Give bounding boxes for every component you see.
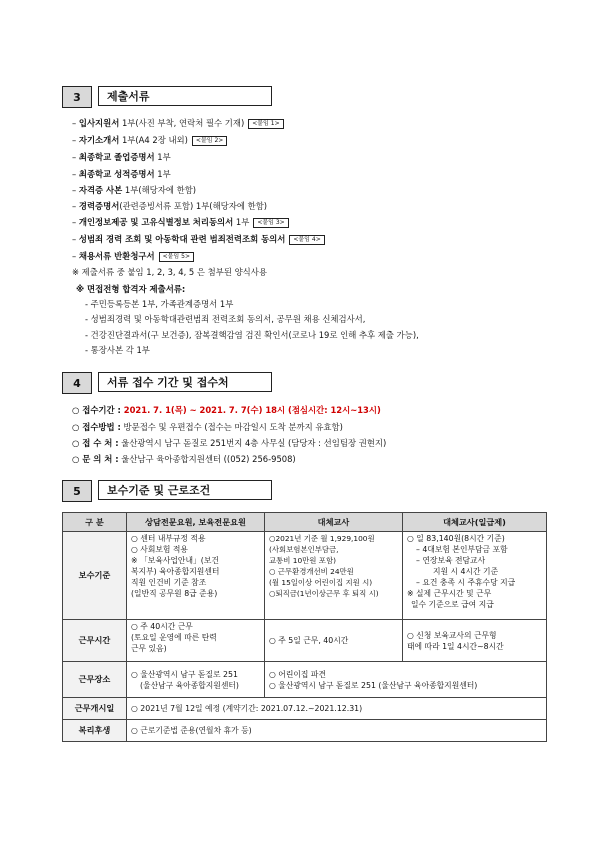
table-header: 구 분 (63, 513, 127, 532)
section-3-header (62, 86, 272, 108)
table-cell: ○ 근로기준법 준용(연월차 휴가 등) (127, 720, 547, 742)
table-cell: ○ 2021년 7월 12일 예정 (계약기간: 2021.07.12.~2021.12.31) (127, 698, 547, 720)
document-item: – 자격증 사본 1부(해당자에 한함) (72, 185, 197, 195)
table-header: 상담전문요원, 보육전문요원 (127, 513, 265, 532)
table-header: 대체교사 (265, 513, 403, 532)
row-label: 보수기준 (63, 532, 127, 620)
table-cell: ○ 신청 보육교사의 근무형 태에 따라 1일 4시간~8시간 (403, 620, 547, 662)
section-number: 4 (62, 372, 92, 394)
attachment-badge: <붙임 3> (253, 218, 288, 228)
section-number: 3 (62, 86, 92, 108)
row-label: 복리후생 (63, 720, 127, 742)
section-4-header (62, 372, 272, 394)
table-row (63, 620, 547, 662)
table-cell: ○ 센터 내부규정 적용 ○ 사회보험 적용 ※ 「보육사업안내」(보건 복지부) 육아종합지원센터 직원 인건비 기준 참조 (일반직 공무원 8급 준용) (127, 532, 265, 620)
row-label: 근무장소 (63, 662, 127, 698)
table-header-row (63, 513, 547, 532)
table-cell: ○ 울산광역시 남구 돋질로 251 (울산남구 육아종합지원센터) (127, 662, 265, 698)
table-row (63, 720, 547, 742)
document-note: ※ 제출서류 중 붙임 1, 2, 3, 4, 5 은 첨부된 양식사용 (72, 267, 267, 277)
table-cell: ○ 어린이집 파견 ○ 울산광역시 남구 돋질로 251 (울산남구 육아종합지원센터) (265, 662, 547, 698)
attachment-badge: <붙임 4> (289, 235, 324, 245)
table-row (63, 698, 547, 720)
document-item: – 자기소개서 1부(A4 2장 내외) <붙임 2> (72, 134, 227, 146)
work-conditions-table (62, 512, 547, 742)
section-title: 제출서류 (98, 86, 272, 106)
attachment-badge: <붙임 2> (192, 136, 227, 146)
document-item: – 경력증명서(관련증빙서류 포함) 1부(해당자에 한함) (72, 201, 268, 211)
section-title: 보수기준 및 근로조건 (98, 480, 272, 500)
inquiry-contact: ○ 문 의 처 : 울산남구 육아종합지원센터 ((052) 256-9508) (72, 454, 296, 464)
attachment-badge: <붙임 1> (248, 119, 283, 129)
section-title: 서류 접수 기간 및 접수처 (98, 372, 272, 392)
document-item: – 성범죄 경력 조회 및 아동학대 관련 범죄전력조회 동의서 <붙임 4> (72, 233, 325, 245)
document-item: – 채용서류 반환청구서 <붙임 5> (72, 250, 194, 262)
receipt-method: ○ 접수방법 : 방문접수 및 우편접수 (접수는 마감일시 도착 분까지 유효함) (72, 422, 343, 432)
document-item: – 개인정보제공 및 고유식별정보 처리동의서 1부 <붙임 3> (72, 216, 289, 228)
table-row (63, 532, 547, 620)
table-cell: ○ 주 40시간 근무 (토요일 운영에 따른 탄력 근무 있음) (127, 620, 265, 662)
row-label: 근무시간 (63, 620, 127, 662)
table-header: 대체교사(일급제) (403, 513, 547, 532)
table-cell: ○ 일 83,140원(8시간 기준) – 4대보험 본인부담금 포함 – 연장보육 전담교사 지원 시 4시간 기준 – 요건 충족 시 주휴수당 지급 ※ 실제 근무시간 및 근무 일수 기준으로 급여 지급 (403, 532, 547, 620)
interview-doc-item: - 건강진단결과서(구 보건증), 잠복결핵감염 검진 확인서(코로나 19로 인해 추후 제출 가능), (85, 330, 419, 340)
table-row (63, 662, 547, 698)
interview-doc-item: - 통장사본 각 1부 (85, 345, 150, 355)
interview-doc-item: - 성범죄경력 및 아동학대관련범죄 전력조회 동의서, 공무원 채용 신체검사서, (85, 314, 366, 324)
document-item: – 최종학교 졸업증명서 1부 (72, 152, 171, 162)
section-number: 5 (62, 480, 92, 502)
table-cell: ○ 주 5일 근무, 40시간 (265, 620, 403, 662)
receipt-place: ○ 접 수 처 : 울산광역시 남구 돋질로 251번지 4층 사무실 (담당자 : 선임팀장 권현지) (72, 438, 387, 448)
interview-docs-title: ※ 면접전형 합격자 제출서류: (76, 284, 186, 294)
table-cell: ○2021년 기준 월 1,929,100원 (사회보험본인부담금, 교통비 10만원 포함) ○ 근무환경개선비 24만원 (월 15일이상 어린이집 지원 시) ○퇴직금(1년이상근무 후 퇴직 시) (265, 532, 403, 620)
document-item: – 최종학교 성적증명서 1부 (72, 169, 171, 179)
section-5-header (62, 480, 272, 502)
document-item: – 입사지원서 1부(사진 부착, 연락처 필수 기재) <붙임 1> (72, 117, 284, 129)
receipt-period: ○ 접수기간 : 2021. 7. 1(목) ~ 2021. 7. 7(수) 18시 (점심시간: 12시~13시) (72, 405, 381, 415)
interview-doc-item: - 주민등록등본 1부, 가족관계증명서 1부 (85, 299, 234, 309)
attachment-badge: <붙임 5> (159, 252, 194, 262)
row-label: 근무개시일 (63, 698, 127, 720)
